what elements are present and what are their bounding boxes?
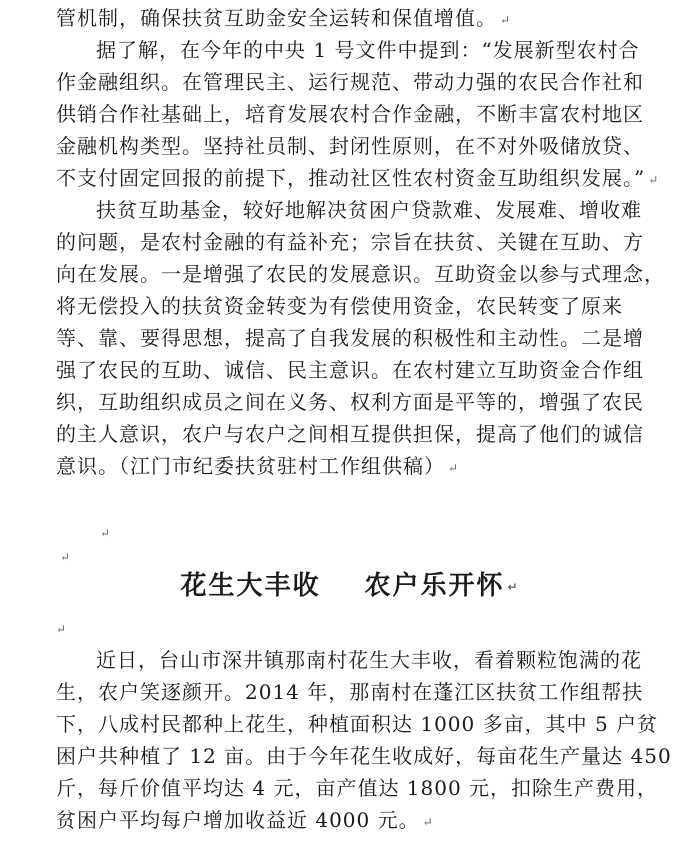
text-line: 生，农户笑逐颜开。2014 年，那南村在蓬江区扶贫工作组帮扶 [56,680,644,704]
paragraph-mark: ↵ [422,814,434,829]
empty-paragraph-mark: ↵ [56,622,67,636]
text-line: 向在发展。一是增强了农民的发展意识。互助资金以参与式理念， [56,262,665,286]
text-line: 不支付固定回报的前提下，推动社区性农村资金互助组织发展。” ↵ [56,166,660,190]
text-line: 下，八成村民都种上花生，种植面积达 1000 多亩，其中 5 户贫 [56,712,659,736]
text-line: 强了农民的互助、诚信、民主意识。在农村建立互助资金合作组 [56,358,644,382]
article-headline [0,566,700,607]
text-line: 供销合作社基础上，培育发展农村合作金融，不断丰富农村地区 [56,102,644,126]
text-line: 金融机构类型。坚持社员制、封闭性原则，在不对外吸储放贷、 [56,134,644,158]
text-line: 的问题，是农村金融的有益补充；宗旨在扶贫、关键在互助、方 [56,230,644,254]
text-line: 的主人意识，农户与农户之间相互提供担保，提高了他们的诚信 [56,422,644,446]
empty-paragraph-mark: ↵ [100,526,111,540]
article-body [56,644,672,836]
headline-part-2: 农户乐开怀 [364,571,505,601]
text-line: 织，互助组织成员之间在义务、权利方面是平等的，增强了农民 [56,390,644,414]
empty-paragraph-mark: ↵ [60,550,71,564]
text-line: 将无偿投入的扶贫资金转变为有偿使用资金，农民转变了原来 [56,294,623,318]
text-line: 等、靠、要得思想，提高了自我发展的积极性和主动性。二是增 [56,326,644,350]
text-line: 困户共种植了 12 亩。由于今年花生收成好，每亩花生产量达 450 [56,744,672,768]
text-line: 斤，每斤价值平均达 4 元，亩产值达 1800 元，扣除生产费用， [56,776,659,800]
headline-part-1: 花生大丰收 [180,571,321,601]
text-line: 扶贫互助基金，较好地解决贫困户贷款难、发展难、增收难 [96,198,642,222]
text-line: 贫困户平均每户增加收益近 4000 元。 ↵ [56,808,434,832]
paragraph-mark: ↵ [448,460,460,475]
paragraph-mark: ↵ [648,172,660,187]
text-line: 管机制，确保扶贫互助金安全运转和保值增值。 ↵ [56,6,512,30]
text-line: 近日，台山市深井镇那南村花生大丰收，看着颗粒饱满的花 [96,648,642,672]
previous-article-body [56,2,665,482]
paragraph-mark: ↵ [500,12,512,27]
paragraph-mark: ↵ [507,579,520,594]
text-line: 作金融组织。在管理民主、运行规范、带动力强的农民合作社和 [56,70,644,94]
text-line: 据了解，在今年的中央 1 号文件中提到：“发展新型农村合 [96,38,640,62]
text-line: 意识。（江门市纪委扶贫驻村工作组供稿） ↵ [56,454,460,478]
